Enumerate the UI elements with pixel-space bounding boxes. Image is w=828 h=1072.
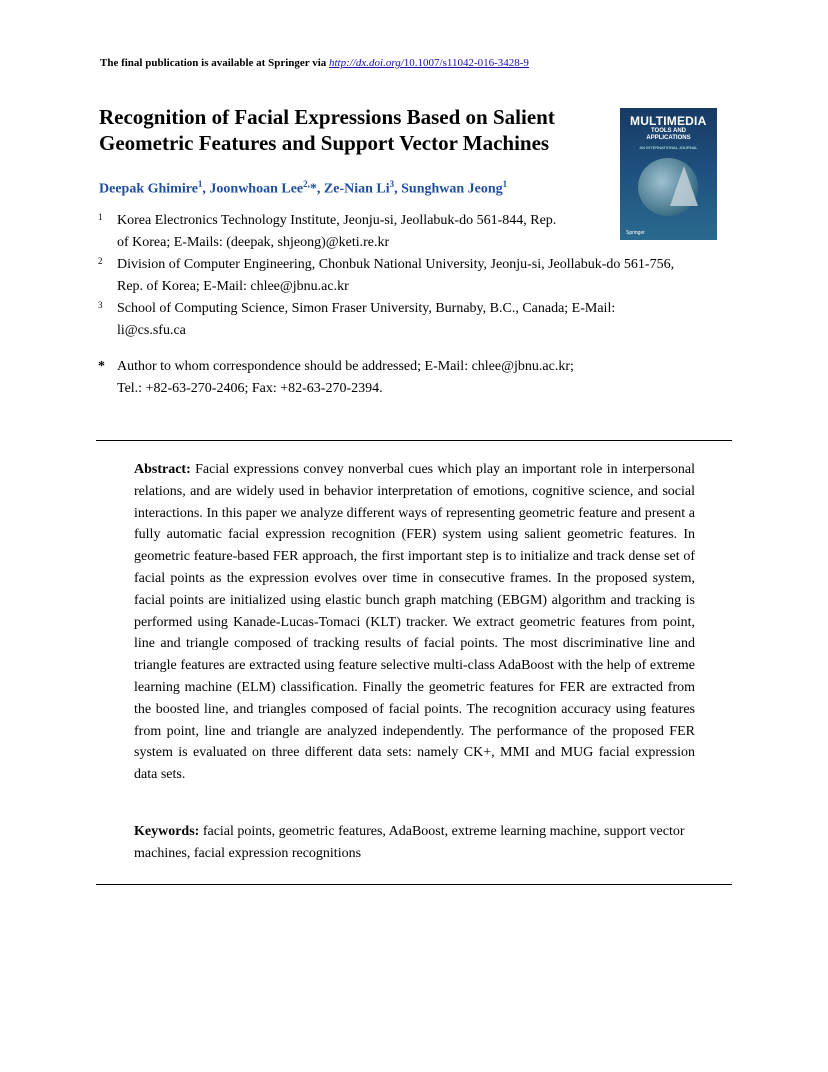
affiliation-number: 2 xyxy=(98,256,103,266)
author-separator: , xyxy=(394,181,402,197)
journal-cover-publisher: Springer xyxy=(626,230,645,236)
journal-cover-subtitle-line: APPLICATIONS xyxy=(646,135,691,141)
correspondence-line: Author to whom correspondence should be addressed; E-Mail: chlee@jbnu.ac.kr; xyxy=(117,359,574,374)
correspondence-text xyxy=(117,356,574,400)
affiliation-line: Korea Electronics Technology Institute, Jeonju-si, Jeollabuk-do 561-844, Rep. xyxy=(117,213,557,228)
paper-title-line: Recognition of Facial Expressions Based on Salient xyxy=(99,105,555,129)
bottom-divider xyxy=(96,884,732,885)
author-separator: *, xyxy=(309,181,324,197)
affiliation-line: Rep. of Korea; E-Mail: chlee@jbnu.ac.kr xyxy=(117,279,349,294)
journal-cover-image xyxy=(620,108,717,240)
affiliation-text xyxy=(117,298,615,342)
author-name: Deepak Ghimire xyxy=(99,181,198,197)
doi-link[interactable]: 10.1007/s11042-016-3428-9 xyxy=(403,57,529,69)
author-list xyxy=(99,175,507,199)
keywords-label: Keywords: xyxy=(134,824,200,839)
doi-url-link[interactable]: http://dx.doi.org/ xyxy=(329,57,404,69)
correspondence-star: * xyxy=(98,359,105,374)
affiliation-text xyxy=(117,210,556,254)
keywords-text: facial points, geometric features, AdaBoost, extreme learning machine, support vector machines, facial expression recognitions xyxy=(134,824,685,861)
keywords xyxy=(134,821,695,865)
author-affiliation-sup: 2, xyxy=(303,179,310,189)
abstract-label: Abstract: xyxy=(134,462,191,477)
journal-cover-subtitle xyxy=(620,128,717,142)
correspondence-line: Tel.: +82-63-270-2406; Fax: +82-63-270-2394. xyxy=(117,381,383,396)
journal-cover-tagline: AN INTERNATIONAL JOURNAL xyxy=(639,145,698,150)
publication-note xyxy=(100,56,529,70)
abstract xyxy=(134,459,695,786)
journal-cover-graphic xyxy=(670,166,698,206)
author-affiliation-sup: 1 xyxy=(502,179,508,189)
paper-title-line: Geometric Features and Support Vector Machines xyxy=(99,131,550,155)
journal-cover-subtitle-line: TOOLS AND xyxy=(650,128,686,134)
top-divider xyxy=(96,440,732,441)
affiliation-number: 1 xyxy=(98,212,103,222)
abstract-text: Facial expressions convey nonverbal cues which play an important role in interpersonal relations, and are widely used in behavior interpretation of emotions, cognitive science, and social interactions. In this paper we analyze different ways of representing geometric feature and present a fully automatic facial expression recognition (FER) system using salient geometric features. In geometric feature-based FER approach, the first important step is to initialize and track dense set of facial points as the expression evolves over time in consecutive frames. In the proposed system, facial points are initialized using elastic bunch graph matching (EBGM) algorithm and tracking is performed using Kanade-Lucas-Tomaci (KLT) tracker. We extract geometric features from point, line and triangle composed of tracking results of facial points. The most discriminative line and triangle features are extracted using feature selective multi-class AdaBoost with the help of extreme learning machine (ELM) classification. Finally the geometric features for FER are extracted from the boosted line, and triangles composed of facial points. The recognition accuracy using features from point, line and triangle are analyzed independently. The performance of the proposed FER system is evaluated on three different data sets: namely CK+, MMI and MUG facial expression data sets. xyxy=(134,462,695,783)
author-affiliation-sup: 1 xyxy=(197,179,203,189)
author-separator: , xyxy=(202,181,210,197)
affiliation-number: 3 xyxy=(98,300,103,310)
affiliation-line: School of Computing Science, Simon Fraser University, Burnaby, B.C., Canada; E-Mail: xyxy=(117,301,616,316)
paper-title xyxy=(99,104,609,156)
journal-cover-name: MULTIMEDIA xyxy=(630,114,707,128)
author-name: Sunghwan Jeong xyxy=(401,181,503,197)
author-name: Joonwhoan Lee xyxy=(209,181,304,197)
publication-note-prefix: The final publication is available at Springer via xyxy=(100,57,329,69)
affiliation-line: Division of Computer Engineering, Chonbuk National University, Jeonju-si, Jeollabuk-do 561-756, xyxy=(117,257,675,272)
author-name: Ze-Nian Li xyxy=(323,181,390,197)
affiliation-text xyxy=(117,254,674,298)
author-affiliation-sup: 3 xyxy=(389,179,395,189)
affiliation-line: of Korea; E-Mails: (deepak, shjeong)@keti.re.kr xyxy=(117,235,390,250)
affiliation-line: li@cs.sfu.ca xyxy=(117,323,186,338)
